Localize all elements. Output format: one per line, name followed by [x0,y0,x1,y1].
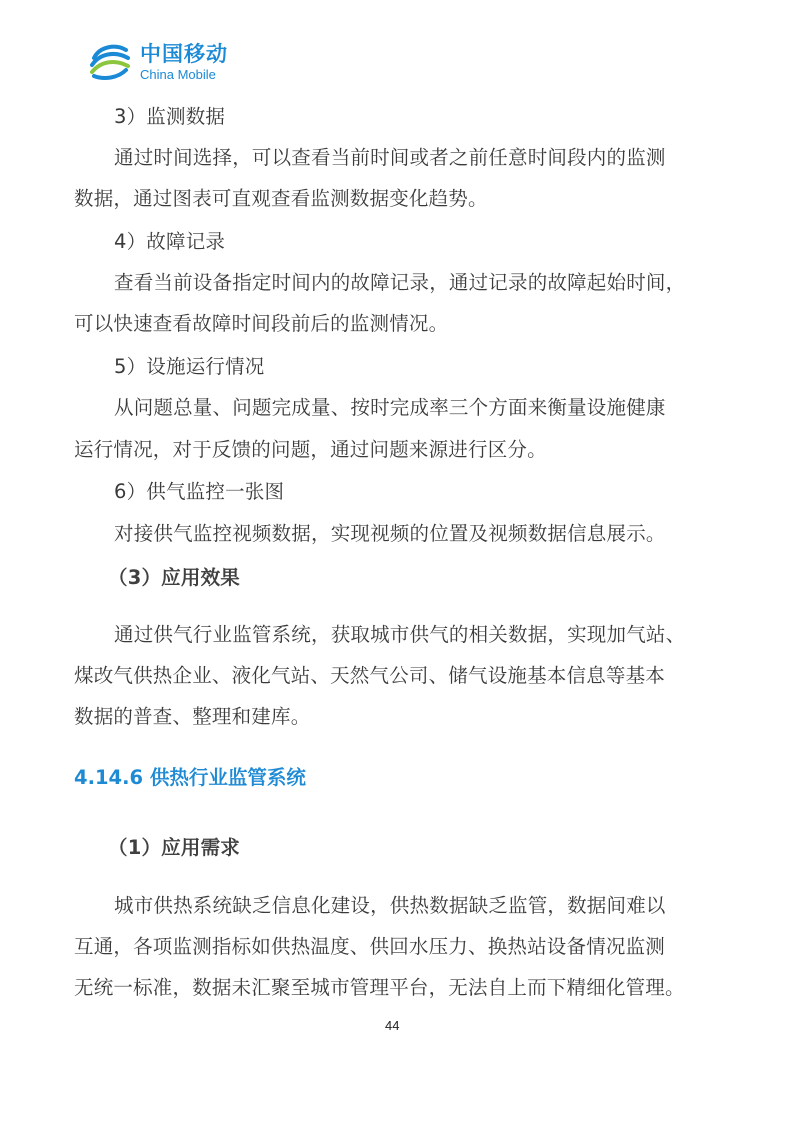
requirement-paragraph-line3: 无统一标准，数据未汇聚至城市管理平台，无法自上而下精细化管理。 [74,976,685,999]
page-number: 44 [385,1018,400,1033]
item3-paragraph-line1: 通过时间选择，可以查看当前时间或者之前任意时间段内的监测 [114,146,666,169]
item4-paragraph-line1: 查看当前设备指定时间内的故障记录，通过记录的故障起始时间， [114,271,686,294]
effect-subheading: （3）应用效果 [108,566,240,589]
item6-paragraph-line1: 对接供气监控视频数据，实现视频的位置及视频数据信息展示。 [114,522,666,545]
china-mobile-logo-icon [86,38,134,86]
requirement-paragraph-line1: 城市供热系统缺乏信息化建设，供热数据缺乏监管，数据间难以 [114,894,666,917]
effect-paragraph-line2: 煤改气供热企业、液化气站、天然气公司、储气设施基本信息等基本 [74,664,666,687]
logo-chinese-name: 中国移动 [140,41,228,66]
item3-paragraph-line2: 数据，通过图表可直观查看监测数据变化趋势。 [74,187,488,210]
requirement-paragraph-line2: 互通，各项监测指标如供热温度、供回水压力、换热站设备情况监测 [74,935,666,958]
section-heading: 4.14.6 供热行业监管系统 [74,766,306,789]
logo-english-name: China Mobile [140,66,216,82]
item4-paragraph-line2: 可以快速查看故障时间段前后的监测情况。 [74,312,449,335]
item6-title: 6）供气监控一张图 [114,480,285,503]
item5-title: 5）设施运行情况 [114,355,265,378]
effect-paragraph-line3: 数据的普查、整理和建库。 [74,705,311,728]
requirement-subheading: （1）应用需求 [108,836,240,859]
item3-title: 3）监测数据 [114,105,226,128]
china-mobile-logo [86,36,228,88]
item5-paragraph-line2: 运行情况，对于反馈的问题，通过问题来源进行区分。 [74,438,547,461]
effect-paragraph-line1: 通过供气行业监管系统，获取城市供气的相关数据，实现加气站、 [114,623,686,646]
item5-paragraph-line1: 从问题总量、问题完成量、按时完成率三个方面来衡量设施健康 [114,396,666,419]
item4-title: 4）故障记录 [114,230,226,253]
